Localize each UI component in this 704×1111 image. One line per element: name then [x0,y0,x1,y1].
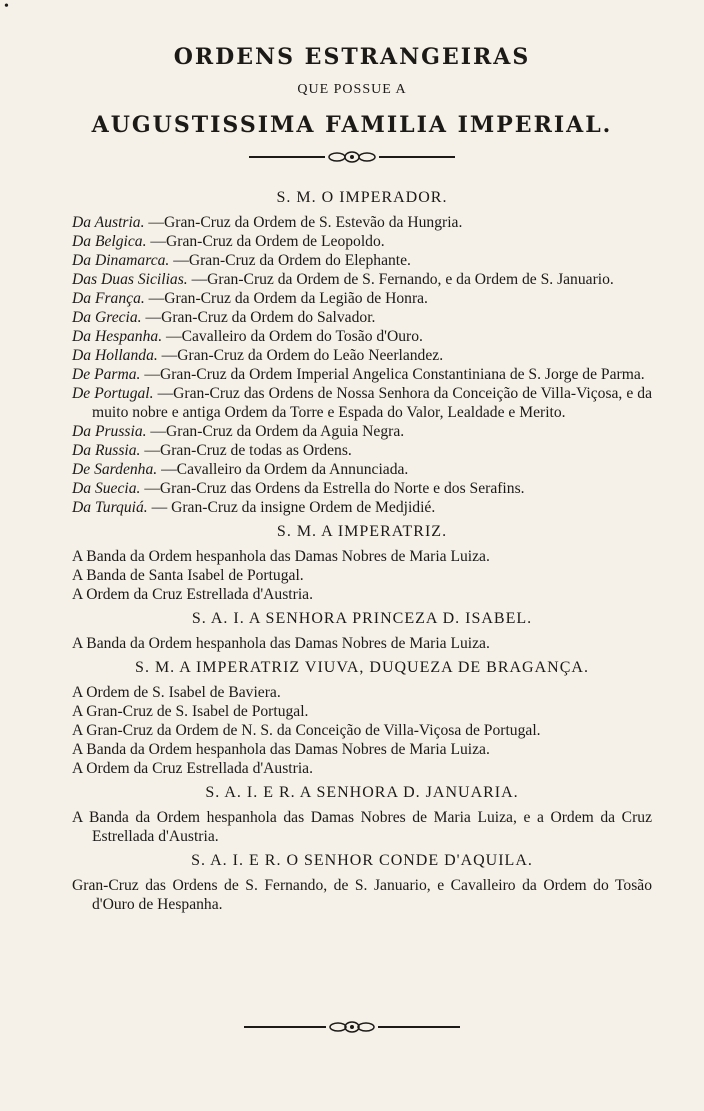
entry-text: —Gran-Cruz da Ordem de S. Fernando, e da Ordem de S. Januario. [191,271,614,288]
country-name: De Parma. [72,366,141,383]
entry-text: —Gran-Cruz da Ordem do Elephante. [173,252,411,269]
section-title-count-aquila: S. A. I. E R. O SENHOR CONDE D'AQUILA. [191,852,533,869]
document-body [72,183,652,914]
country-name: Da Belgica. [72,233,147,250]
order-entry: Gran-Cruz das Ordens de S. Fernando, de S. Januario, e Cavalleiro da Ordem do Tosão d'Ouro de Hespanha. [72,877,652,913]
country-name: Da Suecia. [72,480,141,497]
country-name: Da França. [72,290,145,307]
order-entry: A Banda da Ordem hespanhola das Damas Nobres de Maria Luiza, e a Ordem da Cruz Estrellada d'Austria. [72,809,652,845]
country-name: Das Duas Sicilias. [72,271,188,288]
country-name: Da Grecia. [72,309,142,326]
top-ornament-divider [0,150,704,164]
order-entry [72,365,652,384]
order-entry: A Banda da Ordem hespanhola das Damas Nobres de Maria Luiza. [72,635,490,652]
entry-text: —Gran-Cruz da Ordem Imperial Angelica Constantiniana de S. Jorge de Parma. [144,366,645,383]
order-entry: A Ordem de S. Isabel de Baviera. [72,684,281,701]
country-name: De Sardenha. [72,461,158,478]
entry-text: —Gran-Cruz da Ordem do Leão Neerlandez. [161,347,444,364]
order-entry [72,498,652,517]
ornament-icon [247,150,457,164]
order-entry [72,327,652,346]
section-title-princess-januaria: S. A. I. E R. A SENHORA D. JANUARIA. [205,784,519,801]
country-name: Da Prussia. [72,423,147,440]
order-entry [72,213,652,232]
country-name: Da Hespanha. [72,328,163,345]
section-title-emperor: S. M. O IMPERADOR. [276,189,448,206]
order-entry [72,270,652,289]
entry-text: —Gran-Cruz das Ordens de Nossa Senhora da Conceição de Villa-Viçosa, e da muito nobre e antiga Ordem da Torre e Espada do Valor, Lealdade e Merito. [92,385,652,421]
order-entry: A Banda de Santa Isabel de Portugal. [72,567,304,584]
main-title: ORDENS ESTRANGEIRAS [173,44,531,70]
entry-text: —Cavalleiro da Ordem da Annunciada. [161,461,409,478]
order-entry [72,232,652,251]
order-entry: A Ordem da Cruz Estrellada d'Austria. [72,586,313,603]
country-name: Da Dinamarca. [72,252,170,269]
order-entry [72,460,652,479]
order-entry: A Gran-Cruz da Ordem de N. S. da Conceição de Villa-Viçosa de Portugal. [72,722,541,739]
entry-text: —Gran-Cruz da Ordem de Leopoldo. [150,233,385,250]
section-title-princess-isabel: S. A. I. A SENHORA PRINCEZA D. ISABEL. [191,610,533,627]
entry-text: —Gran-Cruz da Ordem do Salvador. [145,309,376,326]
section-title-empress: S. M. A IMPERATRIZ. [276,523,448,540]
ornament-icon [242,1020,462,1034]
country-name: Da Russia. [72,442,141,459]
country-name: Da Turquiá. [72,499,148,516]
entry-text: —Gran-Cruz de todas as Ordens. [144,442,352,459]
order-entry: A Banda da Ordem hespanhola das Damas Nobres de Maria Luiza. [72,548,490,565]
country-name: Da Austria. [72,214,145,231]
order-entry [72,308,652,327]
section-title-empress-widow: S. M. A IMPERATRIZ VIUVA, DUQUEZA DE BRAGANÇA. [135,659,589,676]
country-name: De Portugal. [72,385,154,402]
order-entry: A Ordem da Cruz Estrellada d'Austria. [72,760,313,777]
top-mark: • [4,0,9,14]
order-entry [72,422,652,441]
order-entry [72,479,652,498]
entry-text: —Gran-Cruz da Ordem da Aguia Negra. [150,423,405,440]
order-entry [72,441,652,460]
order-entry [72,384,652,422]
order-entry: A Gran-Cruz de S. Isabel de Portugal. [72,703,309,720]
entry-text: —Gran-Cruz das Ordens da Estrella do Norte e dos Serafins. [144,480,525,497]
order-entry [72,289,652,308]
order-entry [72,251,652,270]
entry-text: — Gran-Cruz da insigne Ordem de Medjidié. [151,499,436,516]
country-name: Da Hollanda. [72,347,158,364]
order-entry: A Banda da Ordem hespanhola das Damas Nobres de Maria Luiza. [72,741,490,758]
subtitle: QUE POSSUE A [297,82,407,97]
entry-text: —Gran-Cruz da Ordem de S. Estevão da Hungria. [148,214,463,231]
order-entry [72,346,652,365]
bottom-ornament-divider [0,1020,704,1034]
entry-text: —Cavalleiro da Ordem do Tosão d'Ouro. [166,328,423,345]
entry-text: —Gran-Cruz da Ordem da Legião de Honra. [148,290,428,307]
main-title-line-2: AUGUSTISSIMA FAMILIA IMPERIAL. [91,112,613,138]
